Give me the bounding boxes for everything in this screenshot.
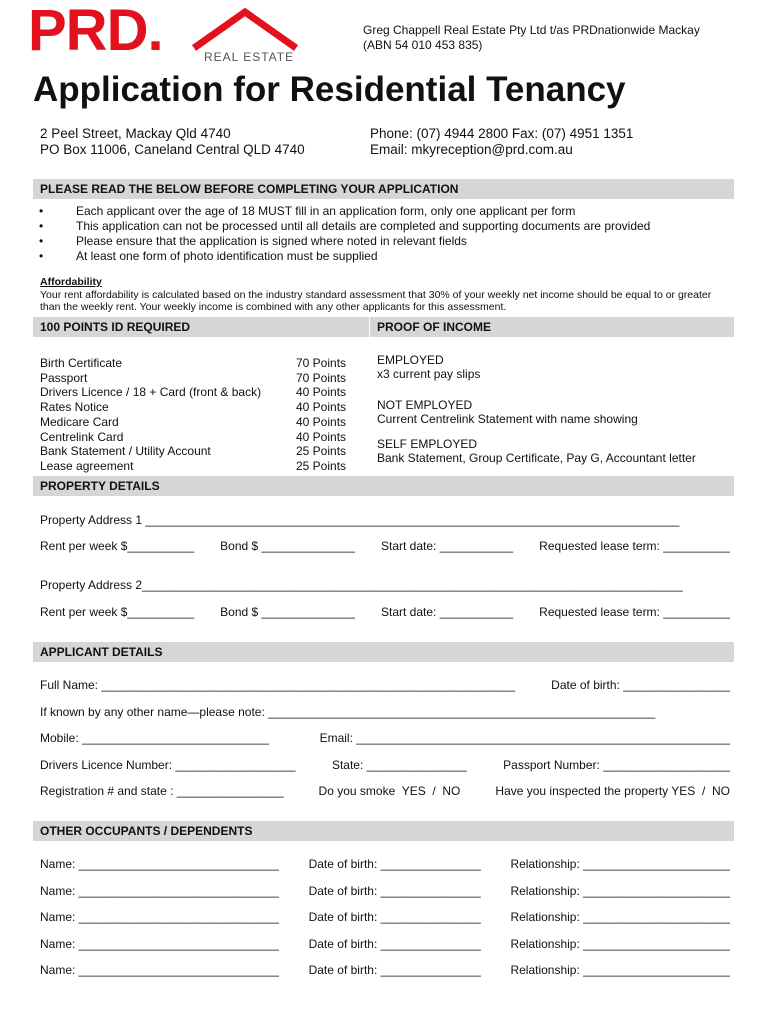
proof-of-income-heading: PROOF OF INCOME <box>370 317 734 337</box>
occupant-dob-field[interactable]: Date of birth: _______________ <box>308 857 481 871</box>
occupant-relationship-field[interactable]: Relationship: ______________________ <box>510 884 730 898</box>
property-address-1-field[interactable]: Property Address 1 ________________________________________________________________________________ <box>40 513 680 527</box>
id-document: Rates Notice <box>40 400 109 415</box>
occupant-name-field[interactable]: Name: ______________________________ <box>40 937 279 951</box>
roof-logo-icon <box>190 4 300 52</box>
smoke-question[interactable]: Do you smoke YES / NO <box>318 784 461 798</box>
rent-per-week-field[interactable]: Rent per week $__________ <box>40 605 195 619</box>
occupant-dob-field[interactable]: Date of birth: _______________ <box>308 910 481 924</box>
id-points: 70 Points <box>296 370 347 385</box>
id-points: 70 Points <box>296 356 347 370</box>
date-of-birth-field[interactable]: Date of birth: ________________ <box>551 678 730 692</box>
occupant-relationship-field[interactable]: Relationship: ______________________ <box>510 857 730 871</box>
affordability-title: Affordability <box>40 276 102 288</box>
self-employed-label: SELF EMPLOYED <box>377 437 478 451</box>
occupant-row <box>40 937 730 951</box>
income-not-employed <box>377 398 638 426</box>
id-points: 40 Points <box>296 400 347 415</box>
occupant-dob-field[interactable]: Date of birth: _______________ <box>308 937 481 951</box>
income-self-employed <box>377 437 696 465</box>
rent-per-week-field[interactable]: Rent per week $__________ <box>40 539 195 553</box>
inspected-question[interactable]: Have you inspected the property YES / NO <box>495 784 730 798</box>
property-1-terms-row <box>40 539 730 553</box>
rego-row <box>40 784 730 798</box>
occupant-name-field[interactable]: Name: ______________________________ <box>40 884 279 898</box>
logo-subtitle: REAL ESTATE <box>204 50 295 64</box>
mobile-field[interactable]: Mobile: ____________________________ <box>40 731 269 745</box>
id-document: Birth Certificate <box>40 356 123 370</box>
company-abn: (ABN 54 010 453 835) <box>363 38 483 52</box>
phone-fax: Phone: (07) 4944 2800 Fax: (07) 4951 1351 <box>370 126 634 141</box>
property-address-2-field[interactable]: Property Address 2_________________________________________________________________________________ <box>40 578 683 592</box>
licence-state-field[interactable]: State: _______________ <box>331 758 467 772</box>
email-field[interactable]: Email: ________________________________________________________ <box>319 731 730 745</box>
occupant-relationship-field[interactable]: Relationship: ______________________ <box>510 910 730 924</box>
start-date-field[interactable]: Start date: ___________ <box>381 539 514 553</box>
notice-heading: PLEASE READ THE BELOW BEFORE COMPLETING YOUR APPLICATION <box>33 179 734 199</box>
id-document: Passport <box>40 370 88 385</box>
affordability-text: Your rent affordability is calculated based on the industry standard assessment that 30% of your weekly net income should be equal to or greater than the weekly rent. Your weekly income is combined with any other applicants for this assessment. <box>40 289 712 313</box>
street-address: 2 Peel Street, Mackay Qld 4740 <box>40 126 231 141</box>
id-points: 40 Points <box>296 385 347 400</box>
licence-row <box>40 758 730 772</box>
occupant-dob-field[interactable]: Date of birth: _______________ <box>308 963 481 977</box>
office-address <box>40 126 305 158</box>
id-points: 40 Points <box>296 414 347 429</box>
occupant-row <box>40 910 730 924</box>
id-points: 25 Points <box>296 444 347 459</box>
po-box: PO Box 11006, Caneland Central QLD 4740 <box>40 142 305 157</box>
notice-item: • At least one form of photo identification must be supplied <box>33 249 733 264</box>
occupant-relationship-field[interactable]: Relationship: ______________________ <box>510 963 730 977</box>
lease-term-field[interactable]: Requested lease term: __________ <box>539 605 730 619</box>
company-details <box>363 23 700 53</box>
id-points: 40 Points <box>296 429 347 444</box>
income-employed <box>377 353 480 381</box>
bond-field[interactable]: Bond $ ______________ <box>220 539 355 553</box>
notice-item: • Please ensure that the application is signed where noted in relevant fields <box>33 234 733 249</box>
notice-item: • Each applicant over the age of 18 MUST fill in an application form, only one applicant per form <box>33 204 733 219</box>
occupants-heading: OTHER OCCUPANTS / DEPENDENTS <box>33 821 734 841</box>
drivers-licence-field[interactable]: Drivers Licence Number: __________________ <box>40 758 296 772</box>
notice-item: • This application can not be processed until all details are completed and supporting documents are provided <box>33 219 733 234</box>
occupant-row <box>40 963 730 977</box>
id-document: Drivers Licence / 18 + Card (front & back) <box>40 385 262 400</box>
id-document: Medicare Card <box>40 414 119 429</box>
bond-field[interactable]: Bond $ ______________ <box>220 605 355 619</box>
property-2-terms-row <box>40 605 730 619</box>
name-dob-row <box>40 678 730 692</box>
notice-list <box>33 204 733 264</box>
employed-label: EMPLOYED <box>377 353 444 367</box>
property-details-heading: PROPERTY DETAILS <box>33 476 734 496</box>
not-employed-detail: Current Centrelink Statement with name showing <box>377 412 638 426</box>
company-name: Greg Chappell Real Estate Pty Ltd t/as PRDnationwide Mackay <box>363 23 700 37</box>
id-required-heading: 100 POINTS ID REQUIRED <box>33 317 369 337</box>
id-document-list <box>40 356 261 474</box>
mobile-email-row <box>40 731 730 745</box>
other-name-field[interactable]: If known by any other name—please note: __________________________________________________________ <box>40 705 656 719</box>
passport-number-field[interactable]: Passport Number: ___________________ <box>503 758 730 772</box>
applicant-details-heading: APPLICANT DETAILS <box>33 642 734 662</box>
full-name-field[interactable]: Full Name: ______________________________________________________________ <box>40 678 516 692</box>
occupant-row <box>40 857 730 871</box>
id-points-list <box>296 356 346 474</box>
occupant-name-field[interactable]: Name: ______________________________ <box>40 857 279 871</box>
start-date-field[interactable]: Start date: ___________ <box>381 605 514 619</box>
occupant-name-field[interactable]: Name: ______________________________ <box>40 963 279 977</box>
lease-term-field[interactable]: Requested lease term: __________ <box>539 539 730 553</box>
self-employed-detail: Bank Statement, Group Certificate, Pay G, Accountant letter <box>377 451 696 465</box>
page-title: Application for Residential Tenancy <box>33 70 626 109</box>
occupant-dob-field[interactable]: Date of birth: _______________ <box>308 884 481 898</box>
id-points: 25 Points <box>296 458 347 473</box>
registration-field[interactable]: Registration # and state : ________________ <box>40 784 284 798</box>
id-document: Lease agreement <box>40 458 134 473</box>
prd-logo: PRD. <box>28 0 163 63</box>
occupant-relationship-field[interactable]: Relationship: ______________________ <box>510 937 730 951</box>
id-document: Bank Statement / Utility Account <box>40 444 211 459</box>
office-contact <box>370 126 633 158</box>
not-employed-label: NOT EMPLOYED <box>377 398 473 412</box>
email-address: Email: mkyreception@prd.com.au <box>370 142 573 157</box>
occupant-row <box>40 884 730 898</box>
id-document: Centrelink Card <box>40 429 124 444</box>
occupant-name-field[interactable]: Name: ______________________________ <box>40 910 279 924</box>
employed-detail: x3 current pay slips <box>377 367 481 381</box>
